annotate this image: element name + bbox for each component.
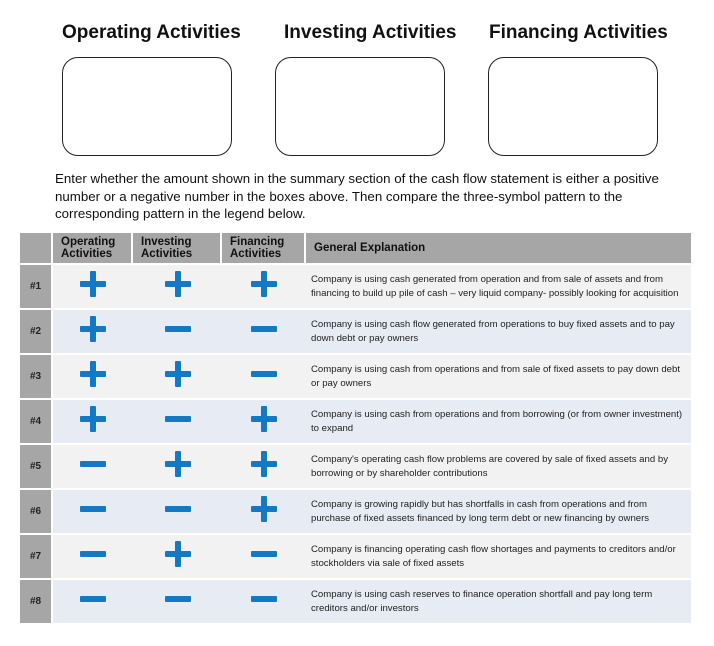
operating-entry-box[interactable] bbox=[62, 57, 232, 156]
operating-column-header: Operating Activities bbox=[53, 233, 133, 263]
financing-symbol-cell bbox=[222, 263, 306, 308]
financing-symbol-cell bbox=[222, 398, 306, 443]
minus-icon bbox=[80, 451, 106, 477]
operating-symbol-cell bbox=[53, 443, 133, 488]
investing-symbol-cell bbox=[133, 443, 222, 488]
operating-symbol-cell bbox=[53, 578, 133, 623]
plus-icon bbox=[251, 496, 277, 522]
row-explanation: Company is using cash from operations and from borrowing (or from owner investment) to expand bbox=[306, 398, 691, 443]
investing-symbol-cell bbox=[133, 308, 222, 353]
legend-row bbox=[20, 443, 691, 488]
number-column-header bbox=[20, 233, 53, 263]
financing-symbol-cell bbox=[222, 533, 306, 578]
investing-column-header: Investing Activities bbox=[133, 233, 222, 263]
plus-icon bbox=[80, 361, 106, 387]
legend-row bbox=[20, 578, 691, 623]
row-explanation: Company is using cash flow generated from operations to buy fixed assets and to pay down debt or pay owners bbox=[306, 308, 691, 353]
financing-symbol-cell bbox=[222, 443, 306, 488]
minus-icon bbox=[80, 541, 106, 567]
row-number: #6 bbox=[20, 488, 53, 533]
row-explanation: Company is using cash reserves to finance operation shortfall and pay long term creditors and/or investors bbox=[306, 578, 691, 623]
investing-symbol-cell bbox=[133, 263, 222, 308]
plus-icon bbox=[165, 541, 191, 567]
row-explanation: Company is using cash from operations and from sale of fixed assets to pay down debt or pay owners bbox=[306, 353, 691, 398]
instructions-text: Enter whether the amount shown in the summary section of the cash flow statement is either a positive number or a negative number in the boxes above. Then compare the three-symbol pattern to the corresponding pattern in the legend below. bbox=[55, 171, 659, 221]
minus-icon bbox=[80, 496, 106, 522]
operating-symbol-cell bbox=[53, 488, 133, 533]
row-number: #5 bbox=[20, 443, 53, 488]
investing-symbol-cell bbox=[133, 533, 222, 578]
investing-symbol-cell bbox=[133, 488, 222, 533]
row-explanation: Company is financing operating cash flow shortages and payments to creditors and/or stockholders via sale of fixed assets bbox=[306, 533, 691, 578]
minus-icon bbox=[251, 316, 277, 342]
investing-activities-title: Investing Activities bbox=[284, 22, 457, 43]
operating-symbol-cell bbox=[53, 263, 133, 308]
legend-row bbox=[20, 533, 691, 578]
financing-symbol-cell bbox=[222, 578, 306, 623]
legend-header-row bbox=[20, 233, 691, 263]
plus-icon bbox=[80, 271, 106, 297]
minus-icon bbox=[165, 406, 191, 432]
minus-icon bbox=[251, 586, 277, 612]
plus-icon bbox=[165, 451, 191, 477]
row-number: #3 bbox=[20, 353, 53, 398]
plus-icon bbox=[165, 271, 191, 297]
operating-symbol-cell bbox=[53, 398, 133, 443]
row-explanation: Company's operating cash flow problems are covered by sale of fixed assets and by borrowing or by shareholder contributions bbox=[306, 443, 691, 488]
row-number: #2 bbox=[20, 308, 53, 353]
plus-icon bbox=[80, 406, 106, 432]
plus-icon bbox=[251, 271, 277, 297]
legend-row bbox=[20, 353, 691, 398]
row-number: #4 bbox=[20, 398, 53, 443]
minus-icon bbox=[251, 361, 277, 387]
investing-symbol-cell bbox=[133, 398, 222, 443]
operating-symbol-cell bbox=[53, 308, 133, 353]
minus-icon bbox=[251, 541, 277, 567]
plus-icon bbox=[251, 451, 277, 477]
legend-row bbox=[20, 488, 691, 533]
legend-row bbox=[20, 308, 691, 353]
financing-column-header: Financing Activities bbox=[222, 233, 306, 263]
minus-icon bbox=[165, 316, 191, 342]
row-number: #7 bbox=[20, 533, 53, 578]
legend-row bbox=[20, 398, 691, 443]
plus-icon bbox=[165, 361, 191, 387]
investing-symbol-cell bbox=[133, 353, 222, 398]
minus-icon bbox=[80, 586, 106, 612]
row-explanation: Company is using cash generated from operation and from sale of assets and from financing to build up pile of cash – very liquid company- possibly looking for acquisition bbox=[306, 263, 691, 308]
minus-icon bbox=[165, 496, 191, 522]
legend-row bbox=[20, 263, 691, 308]
explanation-column-header: General Explanation bbox=[306, 233, 691, 263]
financing-symbol-cell bbox=[222, 308, 306, 353]
row-explanation: Company is growing rapidly but has shortfalls in cash from operations and from purchase of fixed assets financed by long term debt or new financing by owners bbox=[306, 488, 691, 533]
plus-icon bbox=[80, 316, 106, 342]
row-number: #1 bbox=[20, 263, 53, 308]
financing-symbol-cell bbox=[222, 488, 306, 533]
investing-symbol-cell bbox=[133, 578, 222, 623]
investing-entry-box[interactable] bbox=[275, 57, 445, 156]
plus-icon bbox=[251, 406, 277, 432]
operating-symbol-cell bbox=[53, 533, 133, 578]
financing-symbol-cell bbox=[222, 353, 306, 398]
row-number: #8 bbox=[20, 578, 53, 623]
financing-entry-box[interactable] bbox=[488, 57, 658, 156]
operating-symbol-cell bbox=[53, 353, 133, 398]
cash-flow-pattern-legend bbox=[20, 233, 691, 623]
minus-icon bbox=[165, 586, 191, 612]
financing-activities-title: Financing Activities bbox=[489, 22, 668, 43]
operating-activities-title: Operating Activities bbox=[62, 22, 241, 43]
